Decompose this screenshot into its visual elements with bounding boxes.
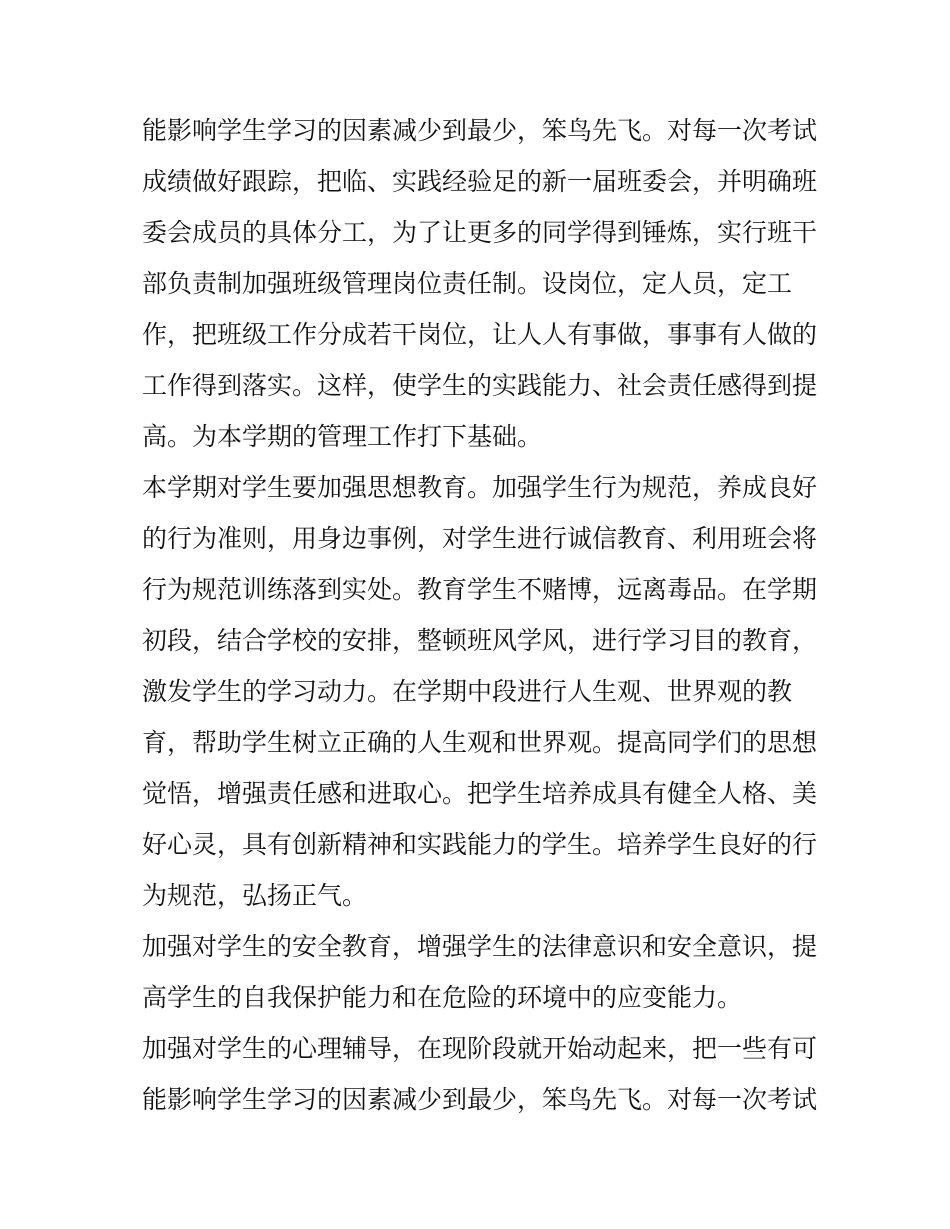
text-line: 作，把班级工作分成若干岗位，让人人有事做，事事有人做的 xyxy=(142,320,818,349)
text-line: 本学期对学生要加强思想教育。加强学生行为规范，养成良好 xyxy=(142,473,818,502)
document-body xyxy=(142,105,822,1125)
text-line: 成绩做好跟踪，把临、实践经验足的新一届班委会，并明确班 xyxy=(142,167,818,196)
text-line: 部负责制加强班级管理岗位责任制。设岗位，定人员，定工 xyxy=(142,269,793,298)
text-line: 高学生的自我保护能力和在危险的环境中的应变能力。 xyxy=(142,983,743,1012)
text-line: 高。为本学期的管理工作打下基础。 xyxy=(142,422,543,451)
text-line: 激发学生的学习动力。在学期中段进行人生观、世界观的教 xyxy=(142,677,793,706)
text-line: 觉悟，增强责任感和进取心。把学生培养成具有健全人格、美 xyxy=(142,779,818,808)
text-line: 能影响学生学习的因素减少到最少，笨鸟先飞。对每一次考试 xyxy=(142,116,818,145)
text-line: 好心灵，具有创新精神和实践能力的学生。培养学生良好的行 xyxy=(142,830,818,859)
text-line: 加强对学生的心理辅导，在现阶段就开始动起来，把一些有可 xyxy=(142,1034,818,1063)
text-line: 加强对学生的安全教育，增强学生的法律意识和安全意识，提 xyxy=(142,932,818,961)
text-line: 育，帮助学生树立正确的人生观和世界观。提高同学们的思想 xyxy=(142,728,818,757)
text-line: 能影响学生学习的因素减少到最少，笨鸟先飞。对每一次考试 xyxy=(142,1085,818,1114)
text-line: 为规范，弘扬正气。 xyxy=(142,881,368,910)
text-line: 行为规范训练落到实处。教育学生不赌博，远离毒品。在学期 xyxy=(142,575,818,604)
text-line: 初段，结合学校的安排，整顿班风学风，进行学习目的教育， xyxy=(142,626,818,655)
text-line: 工作得到落实。这样，使学生的实践能力、社会责任感得到提 xyxy=(142,371,818,400)
text-line: 委会成员的具体分工，为了让更多的同学得到锤炼，实行班干 xyxy=(142,218,818,247)
text-line: 的行为准则，用身边事例，对学生进行诚信教育、利用班会将 xyxy=(142,524,818,553)
